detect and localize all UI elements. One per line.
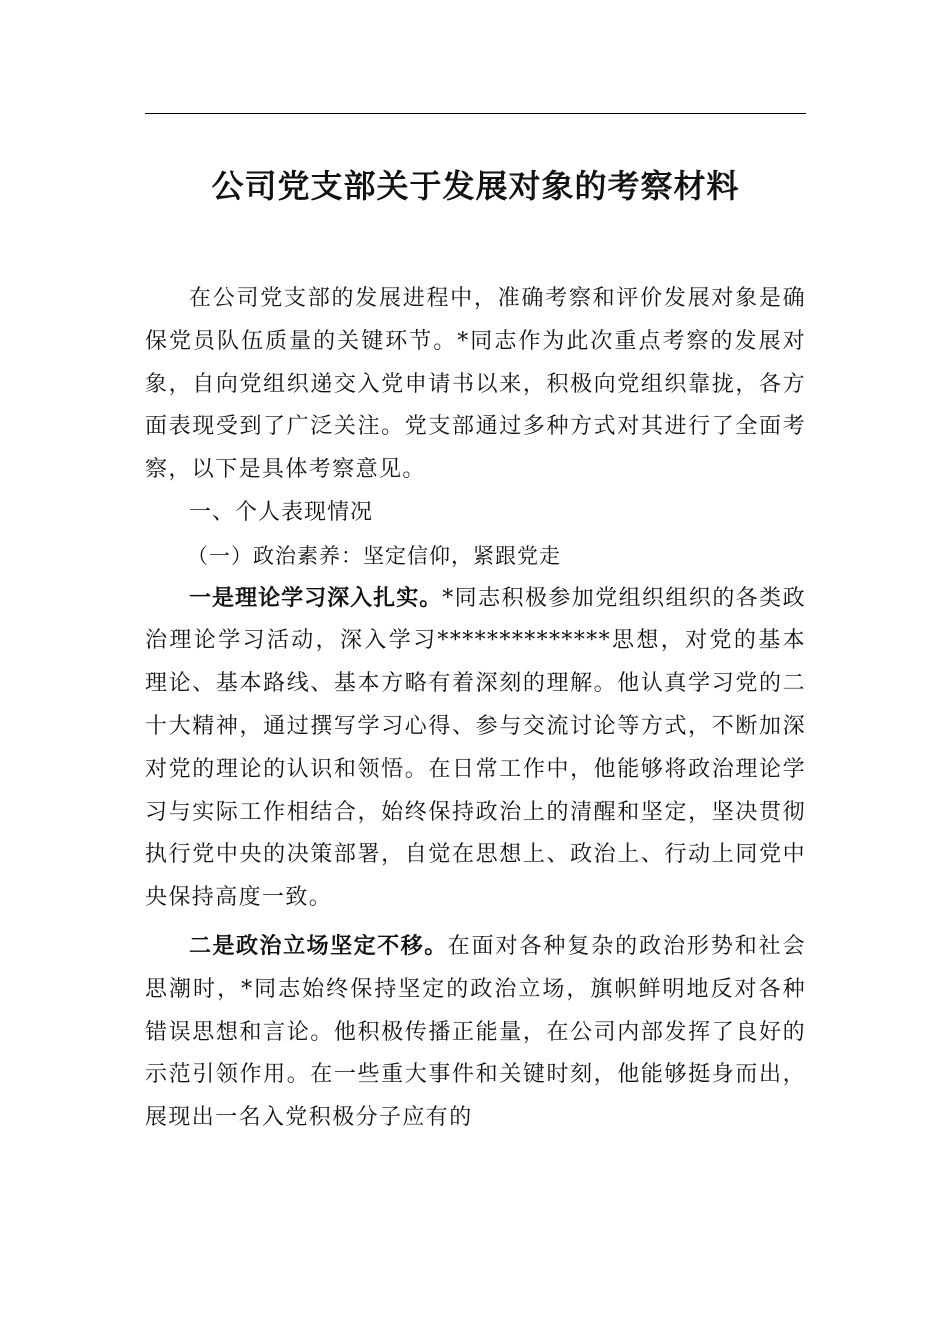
document-title: 公司党支部关于发展对象的考察材料 [211, 167, 740, 205]
point-text-political-stance: 在面对各种复杂的政治形势和社会思潮时，*同志始终保持坚定的政治立场，旗帜鲜明地反对各种错误思想和言论。他积极传播正能量，在公司内部发挥了良好的示范引领作用。在一些重大事件和关键时刻，他能够挺身而出，展现出一名入党积极分子应有的 [145, 933, 806, 1131]
point-lead-political-stance: 二是政治立场坚定不移。 [189, 933, 448, 959]
point-lead-theory-study: 一是理论学习深入扎实。 [189, 585, 443, 611]
point-text-theory-study: *同志积极参加党组织组织的各类政治理论学习活动，深入学习**************思想，对党的基本理论、基本路线、基本方略有着深刻的理解。他认真学习党的二十大精神，通过撰写学习心得、参与交流讨论等方式，不断加深对党的理论的认识和领悟。在日常工作中，他能够将政治理论学习与实际工作相结合，始终保持政治上的清醒和坚定，坚决贯彻执行党中央的决策部署，自觉在思想上、政治上、行动上同党中央保持高度一致。 [145, 585, 806, 911]
point-paragraph-political-stance [145, 926, 806, 1140]
subsection-heading-political-quality: （一）政治素养：坚定信仰，紧跟党走 [187, 543, 561, 568]
document-body [145, 278, 806, 1140]
header-rule [145, 113, 806, 114]
section-heading-personal-performance: 一、个人表现情况 [189, 499, 374, 525]
point-paragraph-theory-study [145, 578, 806, 920]
intro-paragraph: 在公司党支部的发展进程中，准确考察和评价发展对象是确保党员队伍质量的关键环节。*同志作为此次重点考察的发展对象，自向党组织递交入党申请书以来，积极向党组织靠拢，各方面表现受到了广泛关注。党支部通过多种方式对其进行了全面考察，以下是具体考察意见。 [145, 286, 806, 483]
